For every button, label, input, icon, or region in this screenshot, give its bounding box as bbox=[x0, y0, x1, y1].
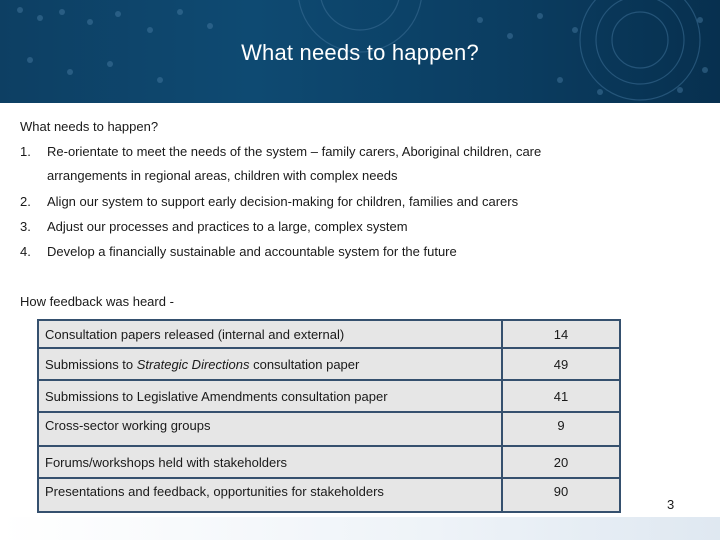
item-number: 1. bbox=[20, 144, 31, 159]
item-text: Develop a financially sustainable and accountable system for the future bbox=[47, 244, 457, 259]
table-cell-label: Submissions to Strategic Directions consultation paper bbox=[38, 348, 502, 380]
table-cell-label: Submissions to Legislative Amendments consultation paper bbox=[38, 380, 502, 412]
table-row bbox=[38, 446, 620, 478]
slide-title: What needs to happen? bbox=[241, 40, 479, 65]
page-number: 3 bbox=[667, 497, 675, 512]
table-cell-value: 90 bbox=[502, 478, 620, 512]
table-row bbox=[38, 478, 620, 512]
table-row bbox=[38, 348, 620, 380]
table-cell-label: Presentations and feedback, opportunities for stakeholders bbox=[38, 478, 502, 512]
table-cell-value: 49 bbox=[502, 348, 620, 380]
item-text: Re-orientate to meet the needs of the system – family carers, Aboriginal children, care bbox=[47, 144, 542, 159]
item-number: 4. bbox=[20, 244, 31, 259]
item-number: 3. bbox=[20, 219, 31, 234]
item-number: 2. bbox=[20, 194, 31, 209]
table-cell-label: Forums/workshops held with stakeholders bbox=[38, 446, 502, 478]
table-cell-value: 41 bbox=[502, 380, 620, 412]
table-cell-value: 9 bbox=[502, 412, 620, 446]
footer-strip bbox=[0, 517, 720, 540]
slide-header-banner bbox=[0, 0, 720, 103]
feedback-heading: How feedback was heard - bbox=[20, 294, 174, 309]
table-row bbox=[38, 412, 620, 446]
table-cell-value: 20 bbox=[502, 446, 620, 478]
table-cell-value: 14 bbox=[502, 320, 620, 348]
item-text: Align our system to support early decision-making for children, families and carers bbox=[47, 194, 519, 209]
item-text: Adjust our processes and practices to a large, complex system bbox=[47, 219, 408, 234]
intro-text: What needs to happen? bbox=[20, 119, 159, 134]
feedback-table bbox=[37, 319, 621, 513]
table-row bbox=[38, 320, 620, 348]
table-cell-label: Cross-sector working groups bbox=[38, 412, 502, 446]
table-cell-label: Consultation papers released (internal and external) bbox=[38, 320, 502, 348]
table-row bbox=[38, 380, 620, 412]
item-text-continuation: arrangements in regional areas, children with complex needs bbox=[47, 168, 398, 183]
